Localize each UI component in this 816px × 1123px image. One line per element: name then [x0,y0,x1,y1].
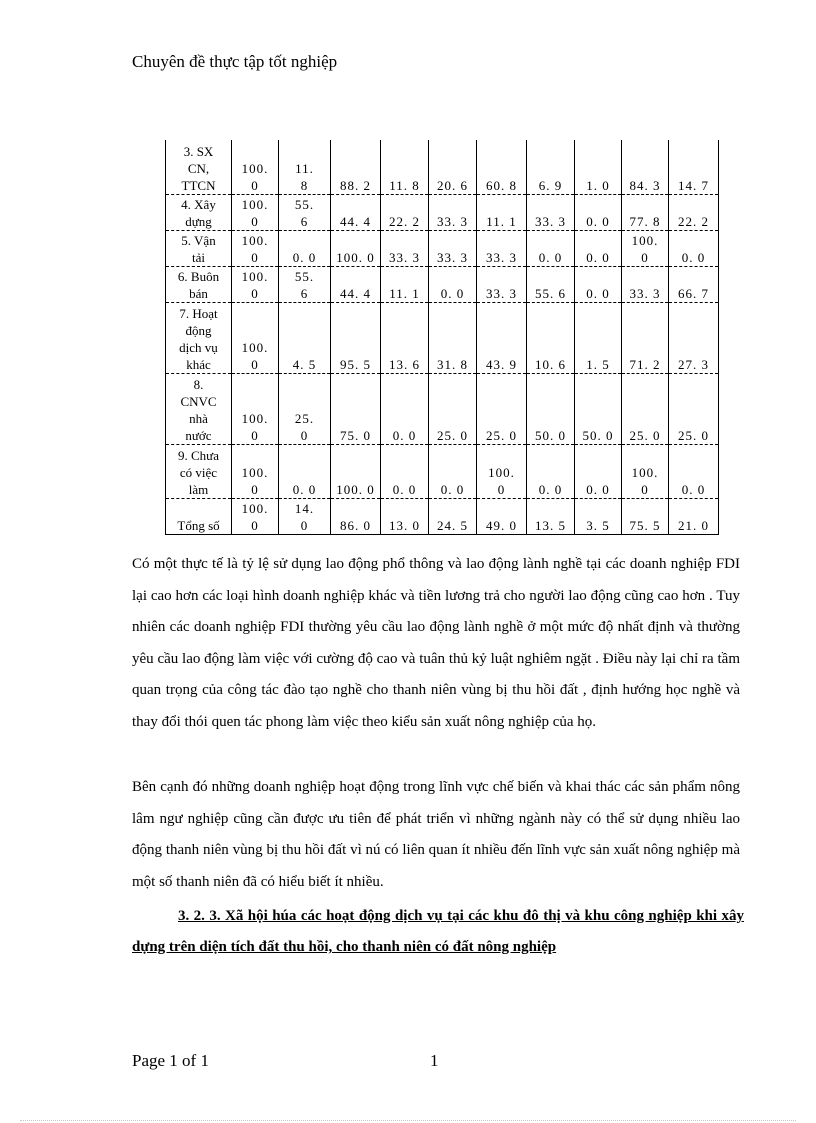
table-row [166,498,719,534]
table-cell: 60. 8 [477,140,527,194]
table-cell: 100. 0 [477,444,527,498]
table-cell: 11. 1 [477,194,527,230]
table-cell: 1. 0 [575,140,622,194]
table-cell: 100. 0 [232,194,279,230]
row-label: 8. CNVC nhà nước [166,373,232,444]
table-cell: 33. 3 [622,266,669,302]
table-cell: 27. 3 [669,302,719,373]
table-cell: 24. 5 [429,498,477,534]
page-label: Page 1 of 1 [132,1051,209,1070]
table-cell: 33. 3 [381,230,429,266]
section-heading: 3. 2. 3. Xã hội húa các hoạt động dịch vụ tại các khu đô thị và khu công nghiệp khi xây dựng trên diện tích đất thu hồi, cho thanh niên có đất nông nghiệp [132,908,744,955]
table-cell: 55. 6 [279,266,331,302]
table-cell: 14. 7 [669,140,719,194]
table-cell: 11. 1 [381,266,429,302]
table-cell: 0. 0 [381,444,429,498]
row-label: 9. Chưa có việc làm [166,444,232,498]
table-cell: 0. 0 [279,230,331,266]
table-cell: 0. 0 [669,230,719,266]
table-cell: 13. 6 [381,302,429,373]
table-cell: 43. 9 [477,302,527,373]
statistics-table [165,140,719,535]
table-cell: 33. 3 [477,266,527,302]
table-cell: 71. 2 [622,302,669,373]
table-cell: 0. 0 [575,194,622,230]
table-cell: 13. 0 [381,498,429,534]
table-cell: 86. 0 [331,498,381,534]
table-cell: 100. 0 [232,230,279,266]
table-row [166,302,719,373]
table-cell: 66. 7 [669,266,719,302]
table-row [166,230,719,266]
table-cell: 100. 0 [232,140,279,194]
table-cell: 6. 9 [527,140,575,194]
table-cell: 100. 0 [232,266,279,302]
row-label: 4. Xây dựng [166,194,232,230]
table-cell: 100. 0 [331,444,381,498]
table-cell: 33. 3 [429,194,477,230]
table-cell: 0. 0 [669,444,719,498]
row-label: 5. Vận tải [166,230,232,266]
table-cell: 44. 4 [331,194,381,230]
table-cell: 25. 0 [429,373,477,444]
table-cell: 20. 6 [429,140,477,194]
row-label: 7. Hoạt động dịch vụ khác [166,302,232,373]
table-cell: 50. 0 [527,373,575,444]
table-cell: 0. 0 [279,444,331,498]
table-cell: 10. 6 [527,302,575,373]
table-cell: 33. 3 [429,230,477,266]
table-cell: 77. 8 [622,194,669,230]
table-row [166,266,719,302]
table-row [166,140,719,194]
table-row [166,194,719,230]
table-cell: 3. 5 [575,498,622,534]
table-cell: 0. 0 [381,373,429,444]
table-row [166,444,719,498]
table-cell: 25. 0 [669,373,719,444]
table-cell: 1. 5 [575,302,622,373]
table-cell: 100. 0 [232,498,279,534]
table-cell: 100. 0 [232,302,279,373]
paragraph-agro-enterprises: Bên cạnh đó những doanh nghiệp hoạt động trong lĩnh vực chế biến và khai thác các sản phẩm nông lâm ngư nghiệp cũng cần được ưu tiên để phát triển vì những ngành này có thể sử dụng nhiều lao động thanh niên vùng bị thu hồi đất vì nú có liên quan ít nhiều đến lĩnh vực sản xuất nông nghiệp mà một số thanh niên đã có hiểu biết ít nhiều. [132,779,740,890]
table-cell: 31. 8 [429,302,477,373]
table-cell: 22. 2 [669,194,719,230]
table-cell: 21. 0 [669,498,719,534]
table-cell: 100. 0 [622,444,669,498]
table-cell: 100. 0 [331,230,381,266]
table-cell: 95. 5 [331,302,381,373]
table-cell: 0. 0 [575,266,622,302]
table-cell: 55. 6 [279,194,331,230]
row-label: 3. SX CN, TTCN [166,140,232,194]
table-cell: 25. 0 [477,373,527,444]
table-cell: 55. 6 [527,266,575,302]
table-cell: 14. 0 [279,498,331,534]
table-cell: 100. 0 [232,373,279,444]
table-cell: 49. 0 [477,498,527,534]
table-cell: 0. 0 [429,444,477,498]
row-label: Tổng số [166,498,232,534]
table-cell: 25. 0 [279,373,331,444]
table-cell: 22. 2 [381,194,429,230]
table-row [166,373,719,444]
table-cell: 0. 0 [429,266,477,302]
table-cell: 33. 3 [477,230,527,266]
page-edge-divider [20,1120,796,1121]
table-cell: 11. 8 [279,140,331,194]
page-number: 1 [430,1051,439,1070]
table-cell: 25. 0 [622,373,669,444]
table-cell: 88. 2 [331,140,381,194]
table-cell: 13. 5 [527,498,575,534]
table-cell: 0. 0 [527,230,575,266]
table-cell: 0. 0 [527,444,575,498]
table-cell: 75. 5 [622,498,669,534]
row-label: 6. Buôn bán [166,266,232,302]
table-cell: 33. 3 [527,194,575,230]
table-cell: 11. 8 [381,140,429,194]
paragraph-fdi-labor: Có một thực tế là tỷ lệ sử dụng lao động phổ thông và lao động lành nghề tại các doanh nghiệp FDI lại cao hơn các loại hình doanh nghiệp khác và tiền lương trả cho người lao động cũng cao hơn . Tuy nhiên các doanh nghiệp FDI thường yêu cầu lao động lành nghề ở một mức độ nhất định và thường yêu cầu lao động làm việc với cường độ cao và tuân thủ kỷ luật nghiêm ngặt . Điều này lại chỉ ra tầm quan trọng của công tác đào tạo nghề cho thanh niên vùng bị thu hồi đất , định hướng học nghề và thay đổi thói quen tác phong làm việc theo kiểu sản xuất nông nghiệp của họ. [132,556,740,730]
table-cell: 100. 0 [232,444,279,498]
document-header: Chuyên đề thực tập tốt nghiệp [132,52,338,71]
table-cell: 75. 0 [331,373,381,444]
table-cell: 100. 0 [622,230,669,266]
table-cell: 44. 4 [331,266,381,302]
table-cell: 84. 3 [622,140,669,194]
table-cell: 0. 0 [575,444,622,498]
table-cell: 0. 0 [575,230,622,266]
table-cell: 50. 0 [575,373,622,444]
table-cell: 4. 5 [279,302,331,373]
